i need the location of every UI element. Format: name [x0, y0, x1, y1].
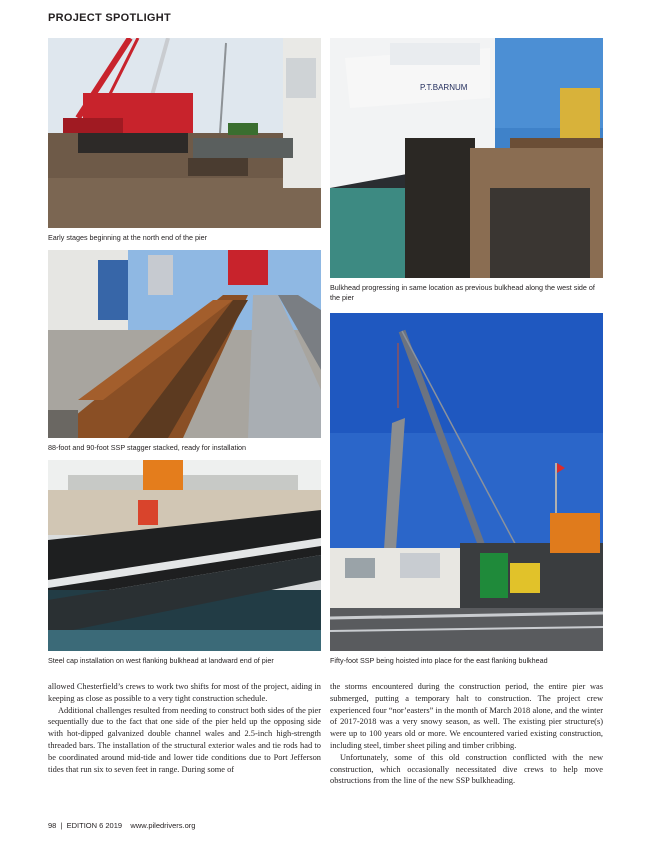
page-footer: 98 | EDITION 6 2019 www.piledrivers.org [48, 821, 196, 830]
caption-bulkhead: Bulkhead progressing in same location as previous bulkhead along the west side of the pier [330, 283, 595, 302]
photo-north-end [48, 38, 321, 228]
ferry-name-text: P.T.BARNUM [420, 83, 468, 92]
body-paragraph: the storms encountered during the construction period, the entire pier was submerged, putting a temporary halt to construction. The project crew experienced four “nor’easters” in the month of March 2018 alone, and the winter of 2017-2018 was a very snowy season, as well. The existing pier structure(s) were up to 100 years old or more. We encountered varied existing construction, including steel, timber sheet piling and timber cribbing. [330, 682, 603, 750]
body-paragraph: Unfortunately, some of this old construction conflicted with the new construction, which occasionally necessitated dive crews to help move obstructions from the line of the new SSP bulkheading. [330, 752, 603, 786]
caption-north-end: Early stages beginning at the north end of the pier [48, 233, 208, 242]
photo-ssp-stacked [48, 250, 321, 438]
photo-bulkhead-ferry [330, 38, 603, 278]
caption-fifty-foot: Fifty-foot SSP being hoisted into place for the east flanking bulkhead [330, 656, 548, 665]
body-column-left [48, 681, 321, 775]
photo-crane-hoist [330, 313, 603, 651]
caption-steel-cap: Steel cap installation on west flanking bulkhead at landward end of pier [48, 656, 274, 665]
body-paragraph: allowed Chesterfield’s crews to work two shifts for most of the project, aiding in keeping as close as possible to a very tight construction schedule. [48, 682, 321, 703]
body-paragraph: Additional challenges resulted from needing to construct both sides of the pier sequentially due to the fact that one side of the pier held up the opposing side with hot-dipped galvanized double channel wales and 2.5-inch high-strength threaded bars. The installation of the structural exterior wales and tie rods had to be coordinated around mid-tide and lower tide conditions due to Port Jefferson tides that run six to seven feet in range. During some of [48, 705, 321, 774]
photo-steel-cap [48, 460, 321, 651]
body-column-right [330, 681, 603, 787]
caption-ssp-stacked: 88-foot and 90-foot SSP stagger stacked, ready for installation [48, 443, 247, 452]
section-header: PROJECT SPOTLIGHT [48, 12, 172, 24]
